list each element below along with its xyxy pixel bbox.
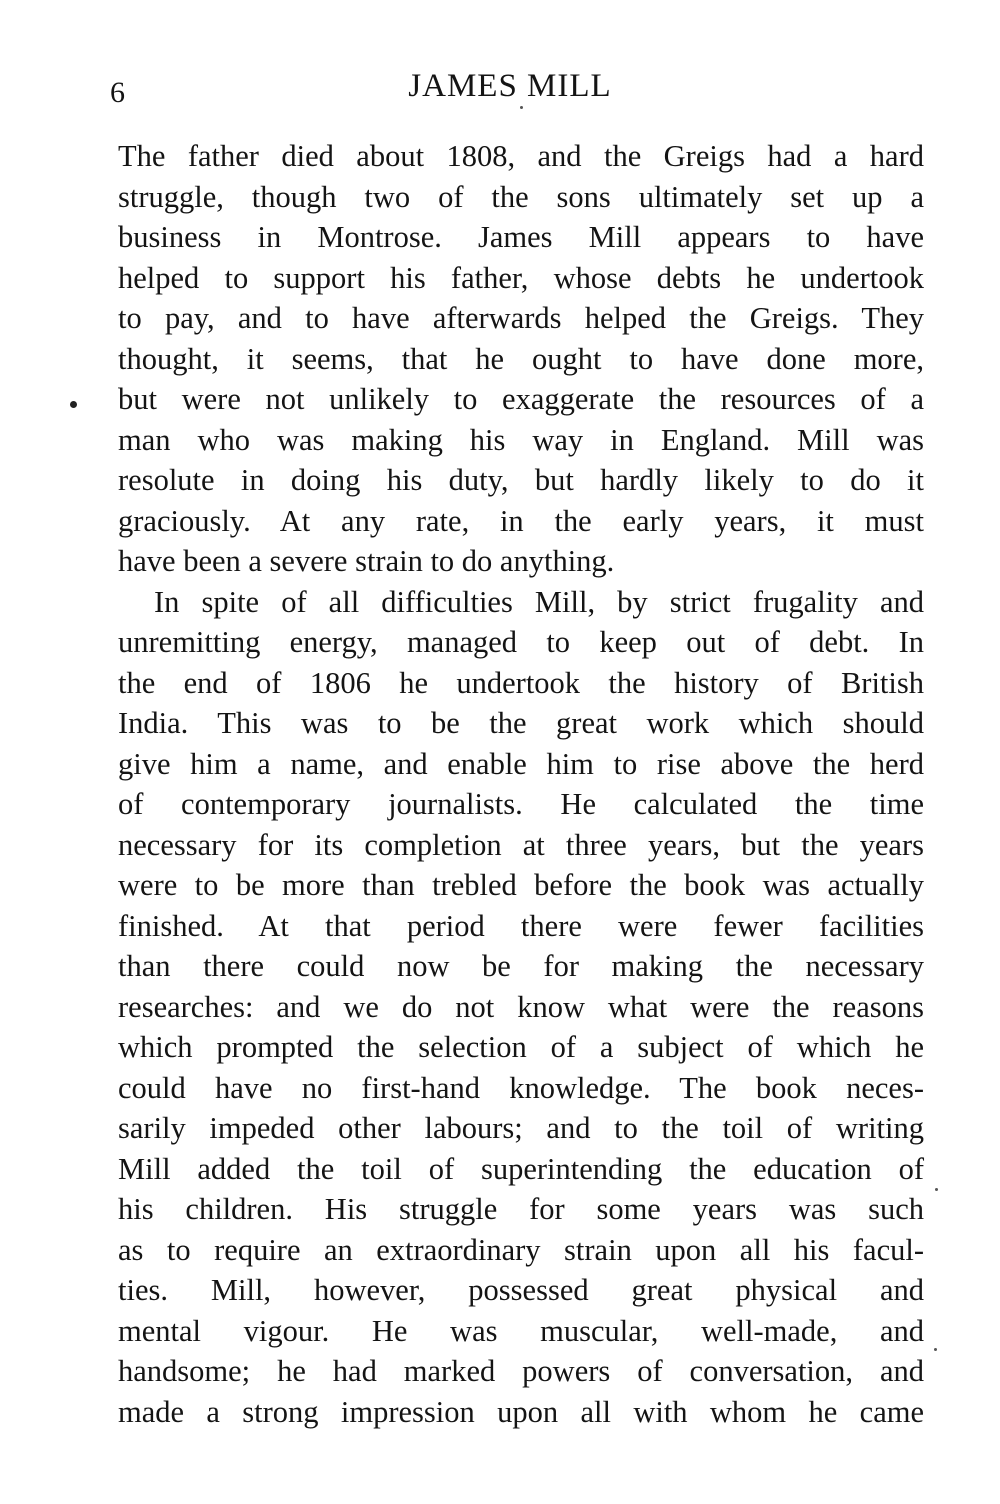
text-line: man who was making his way in England. Mill was bbox=[118, 422, 924, 457]
running-head: JAMES MILL bbox=[408, 68, 612, 104]
text-line: researches: and we do not know what were the reasons bbox=[118, 989, 924, 1024]
text-line: necessary for its completion at three years, but the years bbox=[118, 827, 924, 862]
paragraph-2 bbox=[118, 582, 924, 1433]
text-line: mental vigour. He was muscular, well-made, and bbox=[118, 1313, 924, 1348]
body-text bbox=[118, 136, 924, 1432]
text-line: India. This was to be the great work which should bbox=[118, 706, 924, 740]
text-line: the end of 1806 he undertook the history of British bbox=[118, 665, 924, 700]
text-line: which prompted the selection of a subject of which he bbox=[118, 1030, 924, 1064]
text-line: of contemporary journalists. He calculated the time bbox=[118, 787, 924, 821]
text-line: business in Montrose. James Mill appears to have bbox=[118, 220, 924, 254]
text-line: thought, it seems, that he ought to have done more, bbox=[118, 341, 924, 376]
text-line: helped to support his father, whose debts he undertook bbox=[118, 260, 924, 295]
text-line: made a strong impression upon all with whom he came bbox=[118, 1394, 924, 1429]
ink-speck bbox=[934, 1348, 937, 1351]
text-line: struggle, though two of the sons ultimately set up a bbox=[118, 179, 924, 214]
text-line: were to be more than trebled before the book was actually bbox=[118, 868, 924, 902]
text-line: to pay, and to have afterwards helped the Greigs. They bbox=[118, 301, 924, 335]
text-line: give him a name, and enable him to rise above the herd bbox=[118, 746, 924, 781]
text-line: resolute in doing his duty, but hardly likely to do it bbox=[118, 463, 924, 497]
text-line: have been a severe strain to do anything. bbox=[118, 544, 615, 578]
text-line: In spite of all difficulties Mill, by strict frugality and bbox=[154, 584, 924, 619]
paragraph-1 bbox=[118, 136, 924, 582]
text-line: ties. Mill, however, possessed great physical and bbox=[118, 1273, 924, 1307]
text-line: but were not unlikely to exaggerate the resources of a bbox=[118, 382, 924, 416]
text-line: handsome; he had marked powers of conversation, and bbox=[118, 1354, 924, 1388]
text-line: finished. At that period there were fewer facilities bbox=[118, 908, 924, 943]
text-line: The father died about 1808, and the Greigs had a hard bbox=[118, 139, 924, 173]
text-line: Mill added the toil of superintending the education of bbox=[118, 1151, 924, 1186]
text-line: unremitting energy, managed to keep out of debt. In bbox=[118, 625, 924, 659]
text-line: could have no first-hand knowledge. The book neces- bbox=[118, 1070, 924, 1105]
text-line: his children. His struggle for some years was such bbox=[118, 1192, 924, 1226]
text-line: than there could now be for making the necessary bbox=[118, 949, 924, 983]
ink-speck bbox=[520, 106, 523, 109]
ink-speck bbox=[935, 1188, 938, 1191]
margin-mark bbox=[70, 401, 77, 408]
page-header bbox=[110, 68, 910, 116]
text-line: graciously. At any rate, in the early years, it must bbox=[118, 503, 924, 538]
text-line: sarily impeded other labours; and to the toil of writing bbox=[118, 1111, 924, 1145]
page-number: 6 bbox=[110, 76, 125, 109]
text-line: as to require an extraordinary strain upon all his facul- bbox=[118, 1232, 924, 1267]
